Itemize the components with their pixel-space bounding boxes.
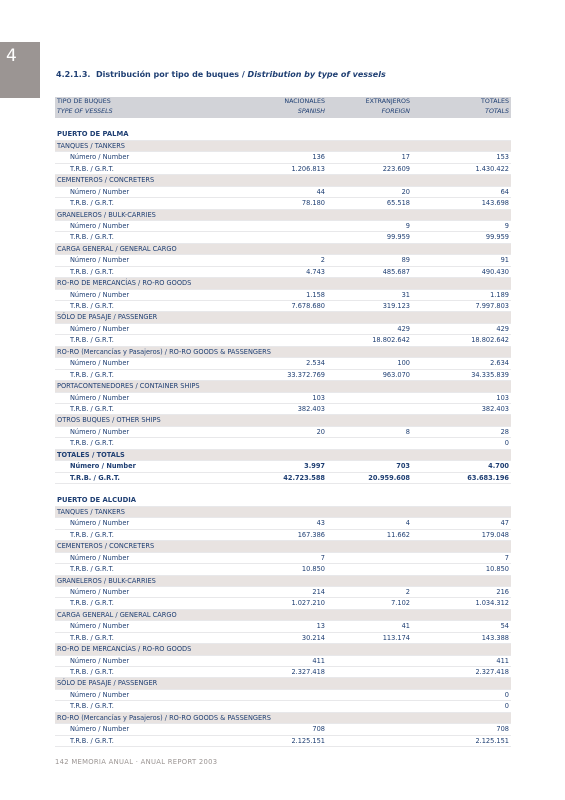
row-label: T.R.B. / G.R.T. — [70, 633, 114, 642]
value-total: 708 — [496, 725, 509, 734]
table-row — [55, 438, 511, 449]
value-spanish: 3.997 — [304, 462, 325, 471]
table-row — [55, 621, 511, 632]
table-row — [55, 690, 511, 701]
table-row — [55, 587, 511, 598]
row-label: Número / Number — [70, 622, 130, 631]
row-label: Número / Number — [70, 553, 130, 562]
table-row — [55, 267, 511, 278]
row-label: T.R.B. / G.R.T. — [70, 267, 114, 276]
header-spanish-en: SPANISH — [297, 108, 325, 115]
port-heading: PUERTO DE ALCUDIA — [55, 495, 511, 506]
row-label: Número / Number — [70, 256, 130, 265]
value-spanish: 103 — [312, 393, 325, 402]
table-row — [55, 633, 511, 644]
table-row — [55, 152, 511, 163]
row-label: Número / Number — [70, 690, 130, 699]
row-label: T.R.B. / G.R.T. — [70, 565, 114, 574]
table-spacer — [55, 118, 511, 129]
value-spanish: 2.327.418 — [291, 668, 325, 676]
table-row — [55, 724, 511, 735]
table-row — [55, 736, 511, 747]
category-row: TANQUES / TANKERS — [55, 507, 511, 518]
table-row — [55, 667, 511, 678]
value-total: 0 — [504, 702, 509, 711]
section-title — [56, 70, 386, 79]
value-total: 216 — [496, 587, 509, 596]
value-foreign: 31 — [401, 290, 410, 299]
value-foreign: 99.959 — [386, 233, 410, 242]
row-label: Número / Number — [70, 187, 130, 196]
row-label: T.R.B. / G.R.T. — [70, 336, 114, 345]
header-foreign-es: EXTRANJEROS — [365, 98, 410, 105]
row-label: Número / Number — [70, 393, 130, 402]
value-foreign: 485.687 — [382, 267, 410, 276]
category-row: PORTACONTENEDORES / CONTAINER SHIPS — [55, 381, 511, 392]
value-foreign: 17 — [401, 153, 410, 162]
value-spanish: 33.372.769 — [287, 370, 325, 379]
table-row — [55, 518, 511, 529]
row-label: Número / Number — [70, 725, 130, 734]
table-row — [55, 370, 511, 381]
table-row — [55, 255, 511, 266]
value-spanish: 382.403 — [297, 404, 325, 413]
value-foreign: 223.609 — [382, 164, 410, 173]
table-row — [55, 164, 511, 175]
row-label: T.R.B. / G.R.T. — [70, 736, 114, 745]
row-label: Número / Number — [70, 290, 130, 299]
value-total: 153 — [496, 153, 509, 162]
port-heading: PUERTO DE PALMA — [55, 129, 511, 140]
table-row — [55, 290, 511, 301]
header-type-en: TYPE OF VESSELS — [57, 108, 113, 115]
value-foreign: 18.802.642 — [372, 336, 410, 345]
value-total: 143.698 — [481, 199, 509, 208]
table-header — [55, 97, 511, 118]
section-title-es: Distribución por tipo de buques / — [96, 70, 245, 79]
totals-heading: TOTALES / TOTALS — [55, 450, 511, 461]
value-total: 0 — [504, 690, 509, 699]
value-spanish: 1.027.210 — [291, 599, 325, 608]
category-row: CARGA GENERAL / GENERAL CARGO — [55, 244, 511, 255]
value-total: 429 — [496, 324, 509, 333]
value-total: 179.048 — [481, 530, 509, 539]
table-row — [55, 530, 511, 541]
value-spanish: 10.850 — [301, 565, 325, 574]
value-spanish: 1.158 — [306, 290, 325, 299]
value-spanish: 708 — [312, 725, 325, 734]
value-spanish: 2.534 — [306, 359, 325, 368]
value-spanish: 78.180 — [301, 199, 325, 208]
value-foreign: 20.959.608 — [368, 473, 410, 482]
table-spacer — [55, 484, 511, 495]
value-foreign: 113.174 — [382, 633, 410, 642]
table-row — [55, 553, 511, 564]
table-row — [55, 301, 511, 312]
value-total: 2.634 — [490, 359, 509, 368]
row-label: Número / Number — [70, 221, 130, 230]
row-label: T.R.B. / G.R.T. — [70, 473, 120, 482]
value-spanish: 4.743 — [306, 267, 325, 276]
value-spanish: 44 — [316, 187, 325, 196]
value-total: 64 — [500, 187, 509, 196]
value-spanish: 136 — [312, 153, 325, 162]
row-label: Número / Number — [70, 519, 130, 528]
category-row: CARGA GENERAL / GENERAL CARGO — [55, 610, 511, 621]
row-label: Número / Number — [70, 656, 130, 665]
value-foreign: 89 — [401, 256, 410, 265]
row-label: Número / Number — [70, 462, 136, 471]
value-total: 91 — [500, 256, 509, 265]
category-row: GRANELEROS / BULK-CARRIES — [55, 576, 511, 587]
table-row — [55, 187, 511, 198]
category-row: RO-RO DE MERCANCÍAS / RO-RO GOODS — [55, 644, 511, 655]
page-footer: 142 MEMORIA ANUAL · ANUAL REPORT 2003 — [55, 758, 218, 766]
value-spanish: 13 — [316, 622, 325, 631]
value-spanish: 2.125.151 — [291, 736, 325, 745]
value-total: 4.700 — [488, 462, 509, 471]
category-row: RO-RO (Mercancías y Pasajeros) / RO-RO GOODS & PASSENGERS — [55, 347, 511, 358]
value-total: 63.683.196 — [467, 473, 509, 482]
row-label: Número / Number — [70, 427, 130, 436]
totals-row — [55, 461, 511, 472]
value-total: 103 — [496, 393, 509, 402]
value-spanish: 42.723.588 — [283, 473, 325, 482]
header-spanish-es: NACIONALES — [284, 98, 325, 105]
table-row — [55, 335, 511, 346]
table-row — [55, 656, 511, 667]
value-total: 2.125.151 — [475, 736, 509, 745]
totals-row — [55, 473, 511, 484]
value-spanish: 20 — [316, 427, 325, 436]
value-total: 490.430 — [481, 267, 509, 276]
value-total: 9 — [504, 221, 509, 230]
value-total: 99.959 — [485, 233, 509, 242]
value-foreign: 319.123 — [382, 302, 410, 310]
value-total: 28 — [500, 427, 509, 436]
row-label: T.R.B. / G.R.T. — [70, 404, 114, 413]
row-label: Número / Number — [70, 324, 130, 333]
table-row — [55, 393, 511, 404]
header-totals-es: TOTALES — [481, 98, 509, 105]
row-label: T.R.B. / G.R.T. — [70, 370, 114, 379]
value-spanish: 167.386 — [297, 530, 325, 539]
row-label: T.R.B. / G.R.T. — [70, 164, 114, 173]
row-label: Número / Number — [70, 359, 130, 368]
value-total: 0 — [504, 439, 509, 448]
row-label: T.R.B. / G.R.T. — [70, 199, 114, 208]
value-total: 47 — [500, 519, 509, 528]
value-total: 2.327.418 — [475, 668, 509, 676]
value-total: 382.403 — [481, 404, 509, 413]
chapter-number: 4 — [6, 46, 17, 66]
value-foreign: 11.662 — [386, 530, 410, 539]
table-row — [55, 598, 511, 609]
value-spanish: 1.206.813 — [291, 164, 325, 173]
value-total: 1.430.422 — [475, 164, 509, 173]
value-total: 18.802.642 — [471, 336, 509, 345]
value-foreign: 7.102 — [391, 599, 410, 608]
table-row — [55, 198, 511, 209]
header-totals-en: TOTALS — [485, 108, 509, 115]
value-foreign: 429 — [397, 324, 410, 333]
value-spanish: 30.214 — [301, 633, 325, 642]
category-row: TANQUES / TANKERS — [55, 141, 511, 152]
value-foreign: 20 — [401, 187, 410, 196]
row-label: T.R.B. / G.R.T. — [70, 233, 114, 242]
value-total: 34.335.839 — [471, 370, 509, 379]
category-row: CEMENTEROS / CONCRETERS — [55, 541, 511, 552]
value-foreign: 100 — [397, 359, 410, 368]
table-body — [55, 118, 511, 747]
table-row — [55, 701, 511, 712]
value-foreign: 2 — [405, 587, 410, 596]
row-label: Número / Number — [70, 153, 130, 162]
value-foreign: 703 — [396, 462, 410, 471]
value-total: 10.850 — [485, 565, 509, 574]
row-label: T.R.B. / G.R.T. — [70, 530, 114, 539]
category-row: RO-RO (Mercancías y Pasajeros) / RO-RO GOODS & PASSENGERS — [55, 713, 511, 724]
row-label: Número / Number — [70, 587, 130, 596]
value-foreign: 8 — [405, 427, 410, 436]
value-spanish: 214 — [312, 587, 325, 596]
table-row — [55, 221, 511, 232]
table-row — [55, 232, 511, 243]
value-total: 7.997.803 — [475, 302, 509, 310]
value-total: 411 — [496, 656, 509, 665]
table-row — [55, 404, 511, 415]
value-total: 7 — [504, 553, 509, 562]
table-row — [55, 427, 511, 438]
category-row: CEMENTEROS / CONCRETERS — [55, 175, 511, 186]
section-number: 4.2.1.3. — [56, 70, 91, 79]
value-total: 143.388 — [481, 633, 509, 642]
value-spanish: 7.678.680 — [291, 302, 325, 310]
header-foreign-en: FOREIGN — [381, 108, 410, 115]
value-foreign: 65.518 — [386, 199, 410, 208]
header-type-es: TIPO DE BUQUES — [57, 98, 111, 105]
value-total: 1.034.312 — [475, 599, 509, 608]
chapter-tab — [0, 42, 40, 98]
category-row: SÓLO DE PASAJE / PASSENGER — [55, 678, 511, 689]
section-title-en: Distribution by type of vessels — [247, 70, 386, 79]
value-foreign: 9 — [405, 221, 410, 230]
row-label: T.R.B. / G.R.T. — [70, 302, 114, 310]
value-spanish: 2 — [320, 256, 325, 265]
value-spanish: 43 — [316, 519, 325, 528]
row-label: T.R.B. / G.R.T. — [70, 702, 114, 711]
vessel-type-table — [55, 97, 511, 747]
row-label: T.R.B. / G.R.T. — [70, 599, 114, 608]
table-row — [55, 324, 511, 335]
row-label: T.R.B. / G.R.T. — [70, 668, 114, 676]
category-row: SÓLO DE PASAJE / PASSENGER — [55, 312, 511, 323]
value-total: 1.189 — [490, 290, 509, 299]
category-row: GRANELEROS / BULK-CARRIES — [55, 210, 511, 221]
value-foreign: 963.070 — [382, 370, 410, 379]
row-label: T.R.B. / G.R.T. — [70, 439, 114, 448]
value-foreign: 41 — [401, 622, 410, 631]
category-row: RO-RO DE MERCANCÍAS / RO-RO GOODS — [55, 278, 511, 289]
value-total: 54 — [500, 622, 509, 631]
table-row — [55, 564, 511, 575]
category-row: OTROS BUQUES / OTHER SHIPS — [55, 415, 511, 426]
value-foreign: 4 — [405, 519, 410, 528]
value-spanish: 7 — [320, 553, 325, 562]
table-row — [55, 358, 511, 369]
value-spanish: 411 — [312, 656, 325, 665]
